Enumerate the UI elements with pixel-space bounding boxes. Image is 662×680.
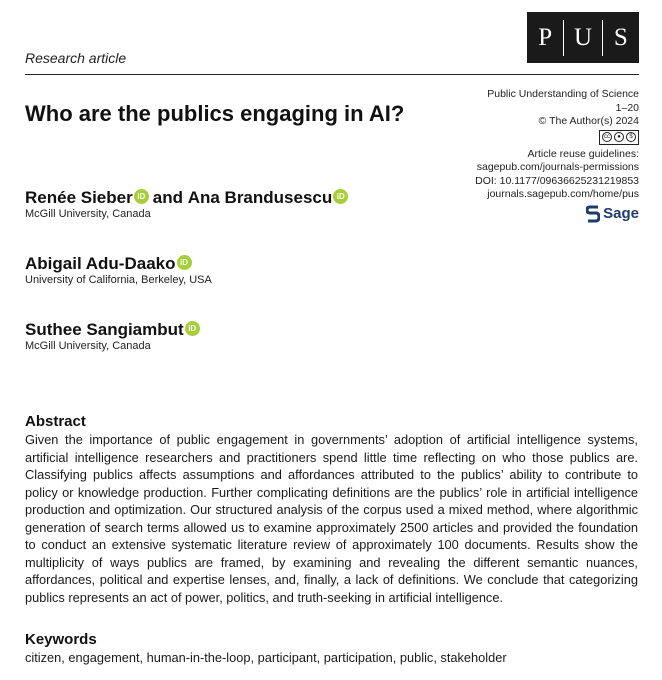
- author-affiliation: McGill University, Canada: [25, 208, 151, 220]
- logo-letter-s: S: [613, 23, 628, 51]
- author-line-1: [25, 188, 352, 208]
- keywords-heading: Keywords: [25, 631, 97, 648]
- reuse-link[interactable]: sagepub.com/journals-permissions: [476, 161, 639, 173]
- logo-divider: [563, 20, 564, 56]
- logo-letter-p: P: [538, 23, 553, 51]
- orcid-icon[interactable]: iD: [185, 321, 200, 336]
- author-line-3: [25, 320, 204, 340]
- keywords-text: citizen, engagement, human-in-the-loop, participant, participation, public, stakeholder: [25, 650, 507, 665]
- page-range: 1–20: [615, 101, 639, 114]
- copyright: © The Author(s) 2024: [538, 115, 639, 127]
- logo-letter-u: U: [573, 23, 593, 51]
- journal-name: Public Understanding of Science: [487, 88, 639, 100]
- orcid-icon[interactable]: iD: [134, 189, 149, 204]
- publisher-name: Sage: [603, 204, 639, 222]
- article-title: Who are the publics engaging in AI?: [25, 101, 405, 126]
- orcid-icon[interactable]: iD: [177, 255, 192, 270]
- journal-link[interactable]: journals.sagepub.com/home/pus: [487, 188, 639, 200]
- license-badge[interactable]: [599, 130, 639, 145]
- author-affiliation: McGill University, Canada: [25, 340, 151, 352]
- journal-logo: [527, 12, 639, 63]
- publisher-logo[interactable]: [586, 205, 639, 223]
- by-icon: ●: [614, 132, 624, 142]
- article-type: Research article: [25, 50, 127, 66]
- cc-icon: cc: [602, 132, 612, 142]
- logo-divider: [602, 20, 603, 56]
- abstract-heading: Abstract: [25, 413, 86, 430]
- journal-meta: [475, 88, 639, 227]
- nc-icon: $: [626, 132, 636, 142]
- header-rule: [25, 74, 639, 75]
- author-name[interactable]: Abigail Adu-Daako: [25, 254, 176, 273]
- author-affiliation: University of California, Berkeley, USA: [25, 274, 212, 286]
- author-line-2: [25, 254, 196, 274]
- doi[interactable]: DOI: 10.1177/09636625231219853: [475, 174, 639, 187]
- reuse-label: Article reuse guidelines:: [527, 147, 639, 160]
- author-name[interactable]: Renée Sieber: [25, 188, 133, 207]
- orcid-icon[interactable]: iD: [333, 189, 348, 204]
- sage-s-icon: [586, 205, 600, 223]
- author-name[interactable]: Suthee Sangiambut: [25, 320, 184, 339]
- author-name[interactable]: Ana Brandusescu: [187, 188, 333, 207]
- author-joiner: and: [152, 188, 183, 207]
- abstract-text: Given the importance of public engagement in governments’ adoption of artificial intelligence systems, artificial intelligence researchers and practitioners spend little time reflecting on who those publics are. Classifying publics affects assumptions and affordances attributed to the publics’ ability to contribute to policy or knowledge production. Further complicating definitions are the publics’ role in artificial intelligence production and optimization. Our structured analysis of the corpus used a mixed method, where algorithmic generation of search terms allowed us to examine approximately 2500 articles and provided the foundation to conduct an extensive systematic literature review of approximately 100 documents. Results show the multiplicity of ways publics are framed, by examining and revealing the different semantic nuances, affordances, political and expertise lenses, and, finally, a lack of definitions. We conclude that categorizing publics represents an act of power, politics, and truth-seeking in artificial intelligence.: [25, 432, 638, 605]
